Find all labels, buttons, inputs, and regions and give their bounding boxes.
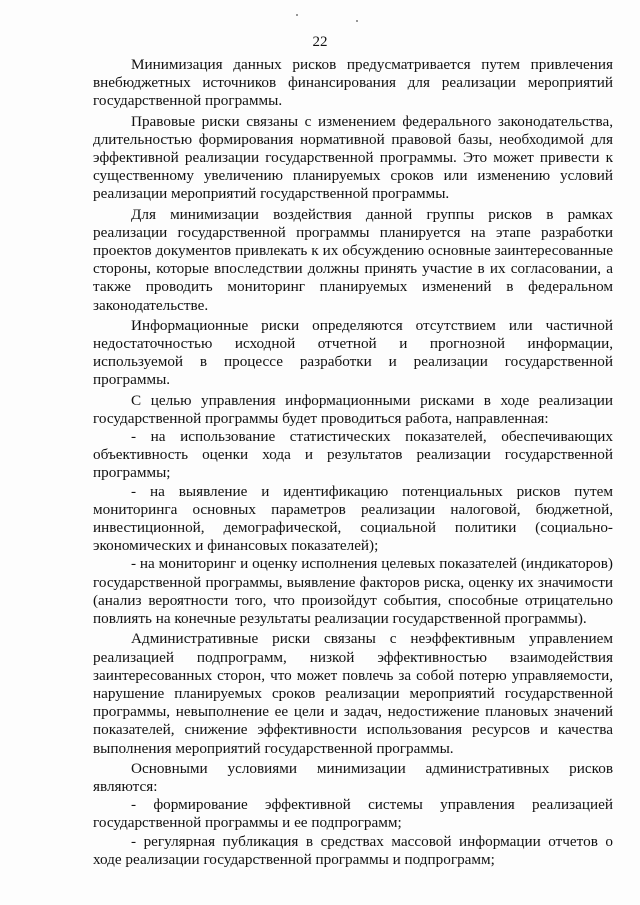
paragraph-minimization-conditions: Основными условиями минимизации административных рисков являются: bbox=[93, 759, 613, 795]
paragraph-administrative-risks: Административные риски связаны с неэффективным управлением реализацией подпрограмм, низкой эффективностью взаимодействия заинтересованных сторон, что может повлечь за собой потерю управляемости, нарушение планируемых сроков реализации мероприятий государственной программы, невыполнение ее цели и задач, недостижение плановых значений показателей, снижение эффективности использования ресурсов и качества выполнения мероприятий государственной программы. bbox=[93, 630, 613, 757]
list-item-media-publication: - регулярная публикация в средствах массовой информации отчетов о ходе реализации государственной программы и подпрограмм; bbox=[93, 832, 613, 868]
paragraph-risk-minimization: Минимизация данных рисков предусматривается путем привлечения внебюджетных источников финансирования для реализации мероприятий государственной программы. bbox=[93, 56, 613, 110]
list-item-management-system: - формирование эффективной системы управления реализацией государственной программы и ее подпрограмм; bbox=[93, 796, 613, 832]
page-number: 22 bbox=[312, 34, 328, 50]
list-item-statistics: - на использование статистических показателей, обеспечивающих объективность оценки хода и результатов реализации государственной программы; bbox=[93, 428, 613, 482]
paragraph-legal-risk-mitigation: Для минимизации воздействия данной группы рисков в рамках реализации государственной программы планируется на этапе разработки проектов документов привлекать к их обсуждению основные заинтересованные стороны, которые впоследствии должны принять участие в их согласовании, а также проводить мониторинг планируемых изменений в федеральном законодательстве. bbox=[93, 205, 613, 314]
scan-speck bbox=[296, 14, 298, 16]
list-item-risk-identification: - на выявление и идентификацию потенциальных рисков путем мониторинга основных параметров реализации налоговой, бюджетной, инвестиционной, демографической, социальной политики (социально-экономических и финансовых показателей); bbox=[93, 482, 613, 555]
document-body bbox=[93, 56, 613, 869]
scan-speck bbox=[356, 20, 358, 22]
paragraph-information-risk-management: С целью управления информационными рисками в ходе реализации государственной программы будет проводиться работа, направленная: bbox=[93, 391, 613, 427]
paragraph-legal-risks: Правовые риски связаны с изменением федерального законодательства, длительностью формирования нормативной правовой базы, необходимой для эффективной реализации государственной программы. Это может привести к существенному увеличению планируемых сроков или изменению условий реализации мероприятий государственной программы. bbox=[93, 112, 613, 203]
paragraph-information-risks: Информационные риски определяются отсутствием или частичной недостаточностью исходной отчетной и прогнозной информации, используемой в процессе разработки и реализации государственной программы. bbox=[93, 316, 613, 389]
list-item-indicator-monitoring: - на мониторинг и оценку исполнения целевых показателей (индикаторов) государственной программы, выявление факторов риска, оценку их значимости (анализ вероятности того, что произойдут события, способные отрицательно повлиять на конечные результаты реализации государственной программы). bbox=[93, 555, 613, 628]
